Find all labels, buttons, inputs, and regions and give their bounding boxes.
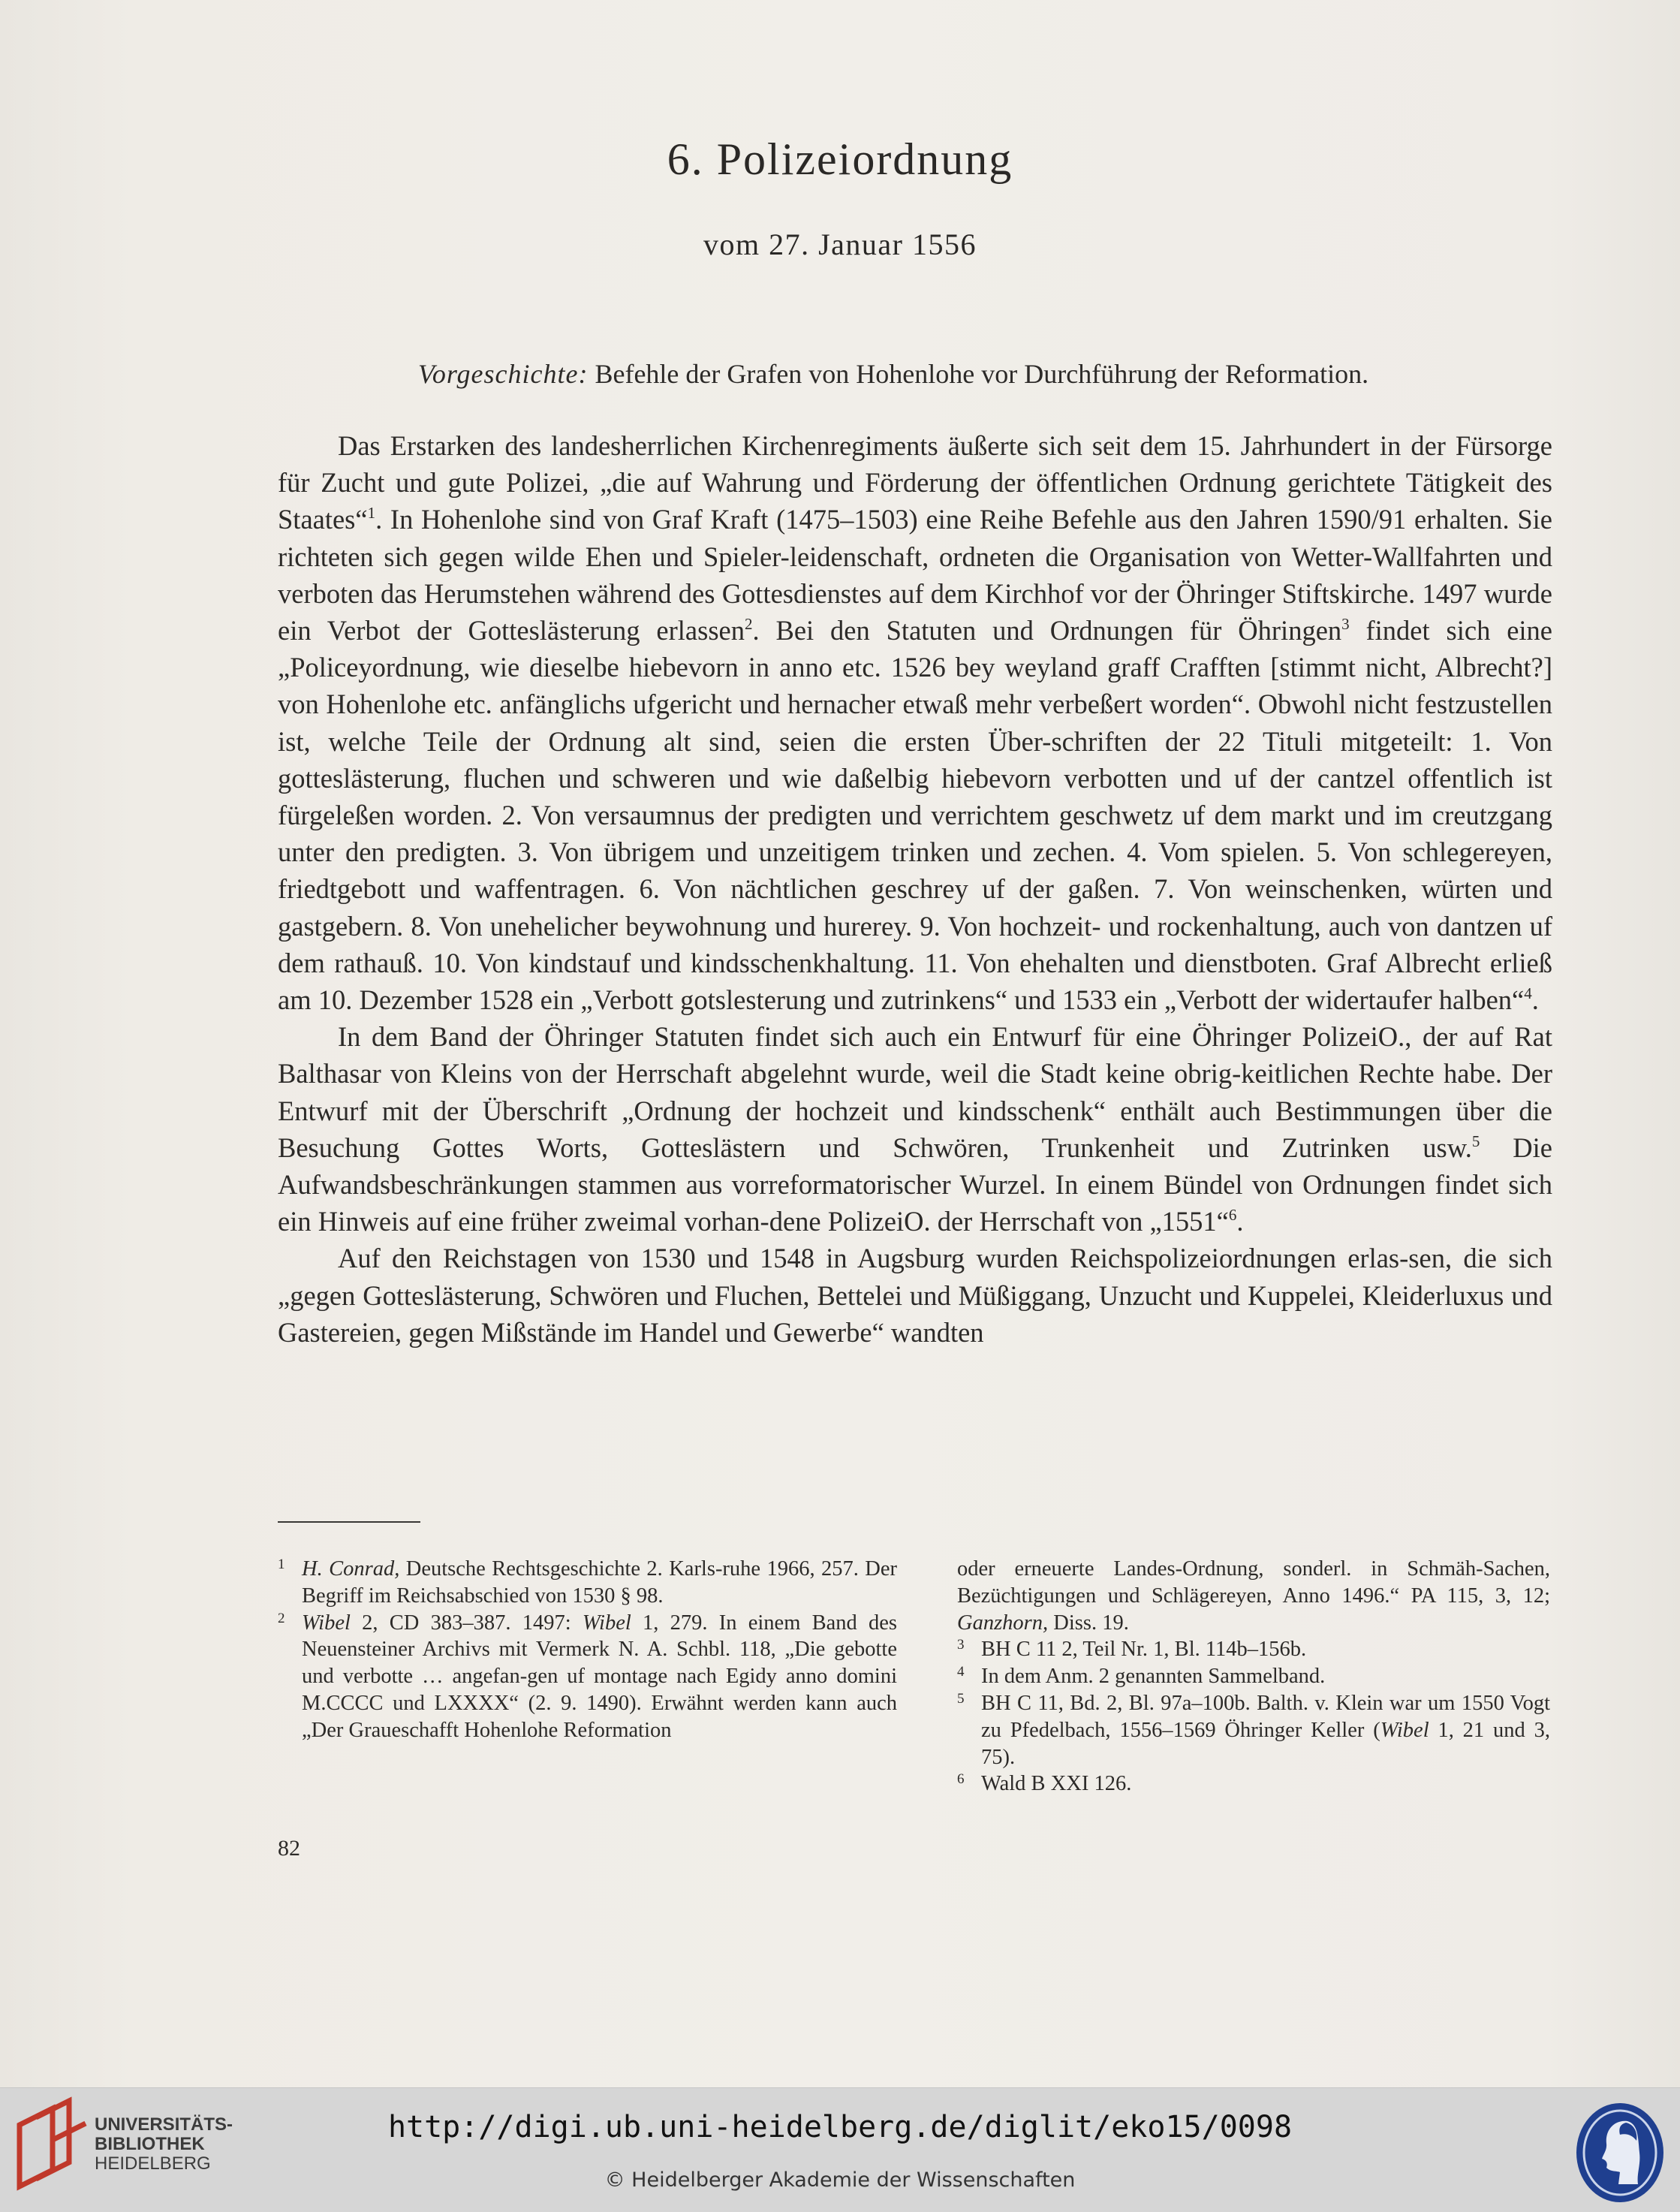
footnote-item: [957, 1771, 1550, 1798]
digital-copy-url-link[interactable]: http://digi.ub.uni-heidelberg.de/diglit/eko15/0098: [387, 2110, 1293, 2144]
italic-text: Wibel: [582, 1611, 631, 1635]
footnote-marker: 3: [1341, 615, 1350, 634]
footnote-marker: 1: [367, 504, 376, 523]
body-paragraph: [278, 1018, 1552, 1240]
italic-text: Ganzhorn,: [957, 1611, 1049, 1635]
footnote-number: 5: [957, 1690, 965, 1707]
text-run: Auf den Reichstagen von 1530 und 1548 in Augsburg wurden Reichspolizeiordnungen erlas-sen, die sich „gegen Gotteslästerung, Schwören und Fluchen, Bettelei und Müßiggang, Unzucht und Kuppelei, Kleiderluxus und Gastereien, gegen Mißstände im Handel und Gewerbe“ wandten: [278, 1243, 1552, 1348]
footnote-number: 4: [957, 1664, 965, 1680]
text-run: 1, 279. In einem Band des Neuensteiner Archivs mit Vermerk N. A. Schbl. 118, „Die gebotte und verbotte … angefan-gen uf montage nach Egidy anno domini M.CCCC und LXXXX“ (2. 9. 1490). Erwähnt werden kann auch „Der Graueschafft Hohenlohe Reformation: [302, 1611, 897, 1742]
footnote-number: 2: [278, 1610, 285, 1626]
footnote-item: [957, 1663, 1550, 1690]
footnote-item: [278, 1610, 897, 1744]
footnote-divider: [278, 1521, 420, 1523]
text-run: Das Erstarken des landesherrlichen Kirchenregiments äußerte sich seit dem 15. Jahrhundert in der Fürsorge für Zucht und gute Polizei, „die auf Wahrung und Förderung der öffentlichen Ordnung gerichtete Tätigkeit des Staates“: [278, 430, 1552, 535]
text-run: findet sich eine „Policeyordnung, wie dieselbe hiebevorn in anno etc. 1526 bey weyland graff Crafften [stimmt nicht, Albrecht?] von Hohenlohe etc. anfänglichs ufgericht und hernacher etwaß mehr verbeßert worden“. Obwohl nicht festzustellen ist, welche Teile der Ordnung alt sind, seien die ersten Über-schriften der 22 Tituli mitgeteilt: 1. Von gotteslästerung, fluchen und schweren und wie daßelbig hiebevorn verbotten und uf der cantzel offentlich ist fürgeleßen worden. 2. Von versaumnus der predigten und verrichtem geschwetz uf dem markt und im creutzgang unter den predigten. 3. Von übrigem und unzeitigem trinken und zechen. 4. Vom spielen. 5. Von schlegereyen, friedtgebott und waffentragen. 6. Von nächtlichen geschrey uf der gaßen. 7. Von weinschenken, würten und gastgebern. 8. Von unehelicher beywohnung und hurerey. 9. Von hochzeit- und rockenhaltung, auch von dantzen uf dem rathauß. 10. Von kindstauf und kindsschenkhaltung. 11. Von ehehalten und dienstboten. Graf Albrecht erließ am 10. Dezember 1528 ein „Verbott gotslesterung und zutrinkens“ und 1533 ein „Verbott der widertaufer halben“: [278, 615, 1552, 1016]
logo-line-2: BIBLIOTHEK: [95, 2134, 205, 2154]
page-number: 82: [278, 1836, 300, 1861]
page-subtitle: vom 27. Januar 1556: [703, 228, 977, 261]
footnote-marker: 4: [1524, 984, 1532, 1003]
footnote-number: 6: [957, 1771, 965, 1788]
text-run: BH C 11 2, Teil Nr. 1, Bl. 114b–156b.: [981, 1638, 1307, 1662]
logo-line-3: HEIDELBERG: [95, 2153, 211, 2174]
italic-text: Wibel: [1380, 1718, 1429, 1742]
text-run: oder erneuerte Landes-Ordnung, sonderl. in Schmäh-Sachen, Bezüchtigungen und Schlägereyen, Anno 1496.“ PA 115, 3, 12;: [957, 1557, 1550, 1608]
footnote-continuation: [957, 1556, 1550, 1636]
footnote-marker: 6: [1228, 1206, 1237, 1225]
copyright-notice: © Heidelberger Akademie der Wissenschaften: [604, 2168, 1076, 2192]
text-run: .: [1236, 1206, 1244, 1237]
footnote-number: 1: [278, 1557, 285, 1572]
body-text: [278, 427, 1552, 1351]
text-run: Wald B XXI 126.: [981, 1772, 1132, 1796]
vorgeschichte-label: Vorgeschichte:: [417, 359, 589, 389]
text-run: Die Aufwandsbeschränkungen stammen aus vorreformatorischer Wurzel. In einem Bündel von Ordnungen findet sich ein Hinweis auf eine früher zweimal vorhan-dene PolizeiO. der Herrschaft von „1551“: [278, 1132, 1553, 1237]
text-run: In dem Anm. 2 genannten Sammelband.: [981, 1665, 1326, 1689]
footnote-item: [957, 1690, 1550, 1771]
academy-seal-icon[interactable]: [1573, 2100, 1666, 2205]
logo-line-1: UNIVERSITÄTS-: [95, 2114, 233, 2135]
footnote-item: [278, 1556, 897, 1610]
footnotes-right-column: [957, 1556, 1550, 1798]
text-run: In dem Band der Öhringer Statuten findet sich auch ein Entwurf für eine Öhringer PolizeiO., der auf Rat Balthasar von Kleins von der Herrschaft abgelehnt wurde, weil die Stadt keine obrig-keitlichen Rechte habe. Der Entwurf mit der Überschrift „Ordnung der hochzeit und kindsschenk“ enthält auch Bestimmungen über die Besuchung Gottes Worts, Gotteslästern und Schwören, Trunkenheit und Zutrinken usw.: [278, 1021, 1552, 1163]
text-run: 2, CD 383–387. 1497:: [350, 1611, 583, 1635]
footnote-marker: 2: [745, 615, 753, 634]
vorgeschichte-line: [278, 358, 1509, 390]
body-paragraph: [278, 427, 1552, 1018]
text-run: .: [1531, 984, 1539, 1016]
footnotes-left-column: [278, 1556, 897, 1744]
italic-text: H. Conrad,: [302, 1557, 400, 1581]
footnote-number: 3: [957, 1637, 965, 1653]
body-paragraph: [278, 1240, 1552, 1351]
italic-text: Wibel: [302, 1611, 351, 1635]
text-run: . In Hohenlohe sind von Graf Kraft (1475–1503) eine Reihe Befehle aus den Jahren 1590/91 erhalten. Sie richteten sich gegen wilde Ehen und Spieler-leidenschaft, ordneten die Organisation von Wetter-Wallfahrten und verboten das Herumstehen während des Gottesdienstes auf dem Kirchhof vor der Öhringer Stiftskirche. 1497 wurde ein Verbot der Gotteslästerung erlassen: [278, 504, 1552, 646]
vorgeschichte-text: Befehle der Grafen von Hohenlohe vor Durchführung der Reformation.: [595, 359, 1369, 389]
page-title: 6. Polizeiordnung: [667, 134, 1013, 184]
text-run: Deutsche Rechtsgeschichte 2. Karls-ruhe 1966, 257. Der Begriff im Reichsabschied von 1530 § 98.: [302, 1557, 898, 1608]
viewer-footer-bar: [0, 2087, 1680, 2212]
text-run: Diss. 19.: [1048, 1611, 1129, 1635]
footnote-item: [957, 1636, 1550, 1663]
text-run: . Bei den Statuten und Ordnungen für Öhringen: [752, 615, 1342, 646]
text-run: 1, 21 und 3, 75).: [981, 1718, 1550, 1769]
text-run: BH C 11, Bd. 2, Bl. 97a–100b. Balth. v. Klein war um 1550 Vogt zu Pfedelbach, 1556–1569 Öhringer Keller (: [981, 1691, 1550, 1742]
footnote-marker: 5: [1471, 1132, 1480, 1150]
